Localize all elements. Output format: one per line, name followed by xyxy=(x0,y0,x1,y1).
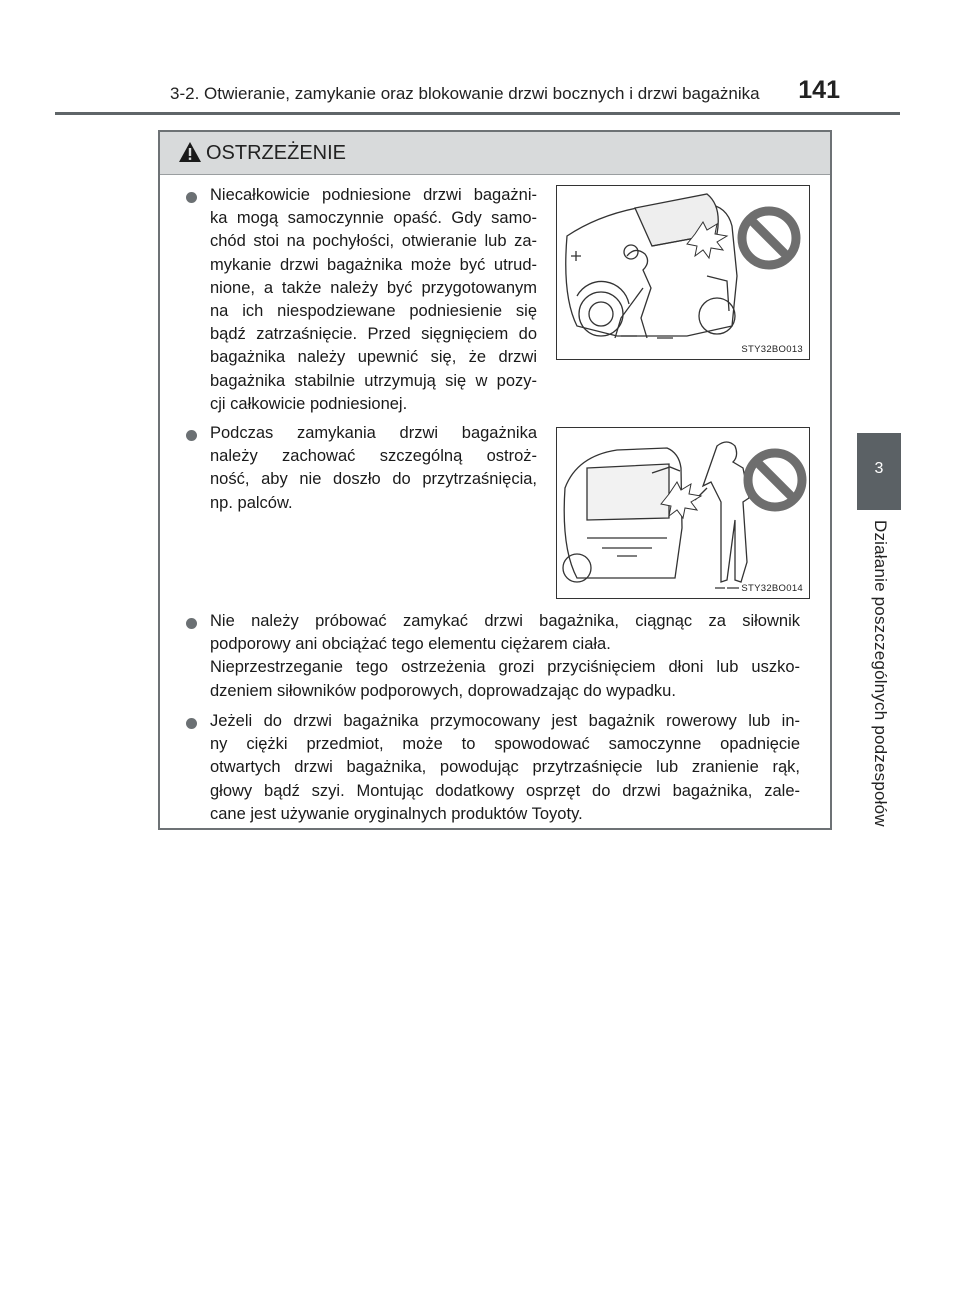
header-divider xyxy=(55,112,900,115)
text-line: Niecałkowicie podniesione drzwi bagażni- xyxy=(210,186,537,204)
chapter-label: Działanie poszczególnych podzespołów xyxy=(871,520,890,827)
car-rear-illustration xyxy=(557,428,809,598)
text-line: ny ciężki przedmiot, może to spowodować samoczynne opadnięcie xyxy=(210,735,800,754)
illustration-tailgate-open xyxy=(556,185,810,360)
chapter-tab: 3 xyxy=(857,433,901,510)
warning-item-2 xyxy=(210,422,537,515)
text-line: należy zachować szczególną ostroż- xyxy=(210,447,537,466)
prohibition-icon xyxy=(742,211,796,265)
text-line: ność, aby nie doszło do przytrzaśnięcia, xyxy=(210,470,537,489)
warning-item-4 xyxy=(210,710,800,826)
text-line: bądź zatrzaśnięcie. Przed sięgnięciem do xyxy=(210,325,537,344)
bullet-icon xyxy=(186,430,197,441)
text-line: Nie należy próbować zamykać drzwi bagażnika, ciągnąc za siłownik xyxy=(210,612,800,630)
section-title: 3-2. Otwieranie, zamykanie oraz blokowanie drzwi bocznych i drzwi bagażnika xyxy=(170,84,760,103)
prohibition-icon xyxy=(748,453,802,507)
text-line: chód stoi na pochyłości, otwieranie lub za- xyxy=(210,232,537,251)
warning-title: OSTRZEŻENIE xyxy=(206,142,347,164)
text-line: bagażnika stabilnie utrzymują się w pozy- xyxy=(210,371,537,390)
illustration-tailgate-closing xyxy=(556,427,810,599)
bullet-icon xyxy=(186,618,197,629)
warning-item-1 xyxy=(210,184,537,416)
warning-item-3 xyxy=(210,610,800,703)
text-line: mykanie drzwi bagażnika może być utrud- xyxy=(210,255,537,274)
text-line: Podczas zamykania drzwi bagażnika xyxy=(210,424,537,442)
figure-code: STY32BO013 xyxy=(741,344,803,355)
text-line: głowy bądź szyi. Montując dodatkowy osprzęt do drzwi bagażnika, zale- xyxy=(210,781,800,800)
text-line: cji całkowicie podniesionej. xyxy=(210,394,408,413)
figure-code: STY32BO014 xyxy=(741,583,803,594)
warning-box xyxy=(158,130,832,830)
car-tailgate-illustration xyxy=(557,186,809,359)
text-line: na ich niespodziewane podniesienie się xyxy=(210,302,537,321)
text-line: Jeżeli do drzwi bagażnika przymocowany jest bagażnik rowerowy lub in- xyxy=(210,712,800,730)
text-line: np. palców. xyxy=(210,493,293,512)
text-line: Nieprzestrzeganie tego ostrzeżenia grozi przyciśnięciem dłoni lub uszko- xyxy=(210,658,800,677)
text-line: podporowy ani obciążać tego elementu ciężarem ciała. xyxy=(210,635,611,654)
bullet-icon xyxy=(186,192,197,203)
text-line: otwartych drzwi bagażnika, powodując przytrzaśnięcie lub zranienie rąk, xyxy=(210,758,800,777)
warning-header xyxy=(160,132,830,175)
page-number: 141 xyxy=(798,76,840,104)
text-line: nione, a także należy być przygotowanym xyxy=(210,278,537,297)
page-header xyxy=(170,76,840,110)
text-line: ka mogą samoczynnie opaść. Gdy samo- xyxy=(210,209,537,228)
bullet-icon xyxy=(186,718,197,729)
text-line: bagażnika należy upewnić się, że drzwi xyxy=(210,348,537,367)
warning-triangle-icon xyxy=(178,140,202,164)
text-line: dzeniem siłowników podporowych, doprowadzając do wypadku. xyxy=(210,681,676,700)
text-line: cane jest używanie oryginalnych produktów Toyoty. xyxy=(210,804,583,823)
